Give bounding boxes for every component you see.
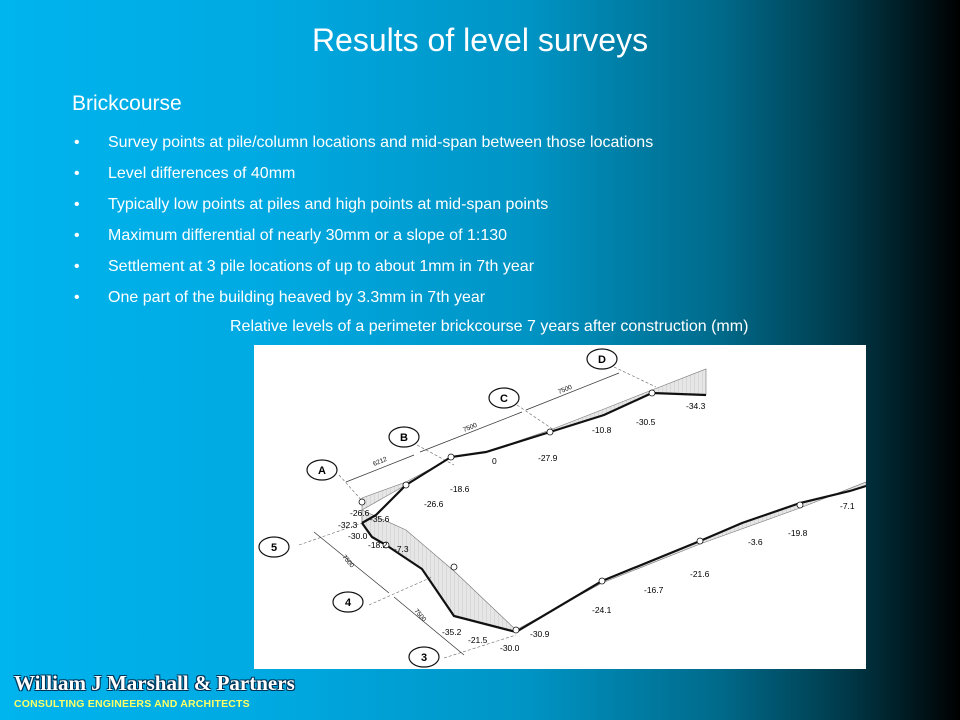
svg-text:A: A: [318, 465, 326, 477]
level-survey-svg: [254, 345, 866, 669]
bullet-item: [72, 256, 653, 287]
bullet-marker: •: [74, 289, 80, 306]
level-label: 0: [492, 456, 497, 466]
bullet-text: Level differences of 40mm: [108, 165, 296, 182]
level-label: -7.3: [394, 544, 409, 554]
level-label: -16.7: [644, 585, 664, 595]
level-label: -30.5: [636, 417, 656, 427]
dimension-label: 7500: [340, 553, 356, 570]
bullet-item: [72, 163, 653, 194]
firm-tagline: CONSULTING ENGINEERS AND ARCHITECTS: [14, 698, 250, 710]
level-label: -30.0: [500, 643, 520, 653]
grid-marker-3: [409, 647, 439, 667]
level-label: -21.6: [690, 569, 710, 579]
bullet-text: Survey points at pile/column locations and mid-span between those locations: [108, 134, 654, 151]
grid-marker-4: [333, 592, 363, 612]
level-label: -30.0: [348, 531, 368, 541]
grid-marker-5: [259, 537, 289, 557]
bullet-item: [72, 194, 653, 225]
profile-upper: [362, 393, 706, 523]
firm-name: William J Marshall & Partners: [14, 671, 295, 695]
grid-marker-a: [307, 460, 337, 480]
bullet-marker: •: [74, 258, 80, 275]
level-label: -27.9: [538, 453, 558, 463]
dimension-label: 6212: [372, 455, 389, 468]
level-label: -18.2: [368, 540, 388, 550]
bullet-marker: •: [74, 134, 80, 151]
bullet-marker: •: [74, 165, 80, 182]
level-label: -21.5: [468, 635, 488, 645]
level-label: -18.6: [450, 484, 470, 494]
level-label: -19.8: [788, 528, 808, 538]
firm-logo-block: [14, 671, 295, 710]
level-label: -26.6: [424, 499, 444, 509]
survey-point-markers: [359, 390, 803, 633]
level-label: -7.1: [840, 501, 855, 511]
svg-text:5: 5: [270, 542, 278, 554]
level-label: -24.1: [592, 605, 612, 615]
dimension-label: 7500: [462, 421, 479, 434]
section-heading: Brickcourse: [72, 92, 182, 115]
level-label: -10.8: [592, 425, 612, 435]
slide-title: Results of level surveys: [311, 22, 649, 58]
svg-text:D: D: [598, 354, 606, 366]
level-label: -34.3: [686, 401, 706, 411]
bullet-item: [72, 225, 653, 256]
figure-caption: Relative levels of a perimeter brickcourse 7 years after construction (mm): [230, 318, 749, 335]
level-label: -30.9: [530, 629, 550, 639]
dimension-label: 7500: [557, 383, 574, 396]
svg-text:C: C: [500, 393, 508, 405]
bullet-text: One part of the building heaved by 3.3mm in 7th year: [108, 289, 486, 306]
level-label: -35.2: [442, 627, 462, 637]
level-survey-diagram: [254, 345, 866, 669]
svg-text:B: B: [400, 432, 408, 444]
grid-marker-d: [587, 349, 617, 369]
bullet-item: [72, 132, 653, 163]
bullet-marker: •: [74, 196, 80, 213]
dimension-label: 7500: [412, 607, 428, 624]
bullet-text: Maximum differential of nearly 30mm or a slope of 1:130: [108, 227, 508, 244]
level-label: -32.3: [338, 520, 358, 530]
level-label: -3.6: [748, 537, 763, 547]
bullet-item: [72, 287, 653, 318]
svg-text:4: 4: [344, 597, 352, 609]
bullet-text: Typically low points at piles and high points at mid-span points: [108, 196, 549, 213]
level-label: -26.6: [350, 508, 370, 518]
svg-text:3: 3: [420, 652, 428, 664]
bullet-text: Settlement at 3 pile locations of up to about 1mm in 7th year: [108, 258, 535, 275]
bullet-marker: •: [74, 227, 80, 244]
grid-marker-b: [389, 427, 419, 447]
grid-marker-c: [489, 388, 519, 408]
level-label: -35.6: [370, 514, 390, 524]
bullet-list: [72, 132, 653, 318]
